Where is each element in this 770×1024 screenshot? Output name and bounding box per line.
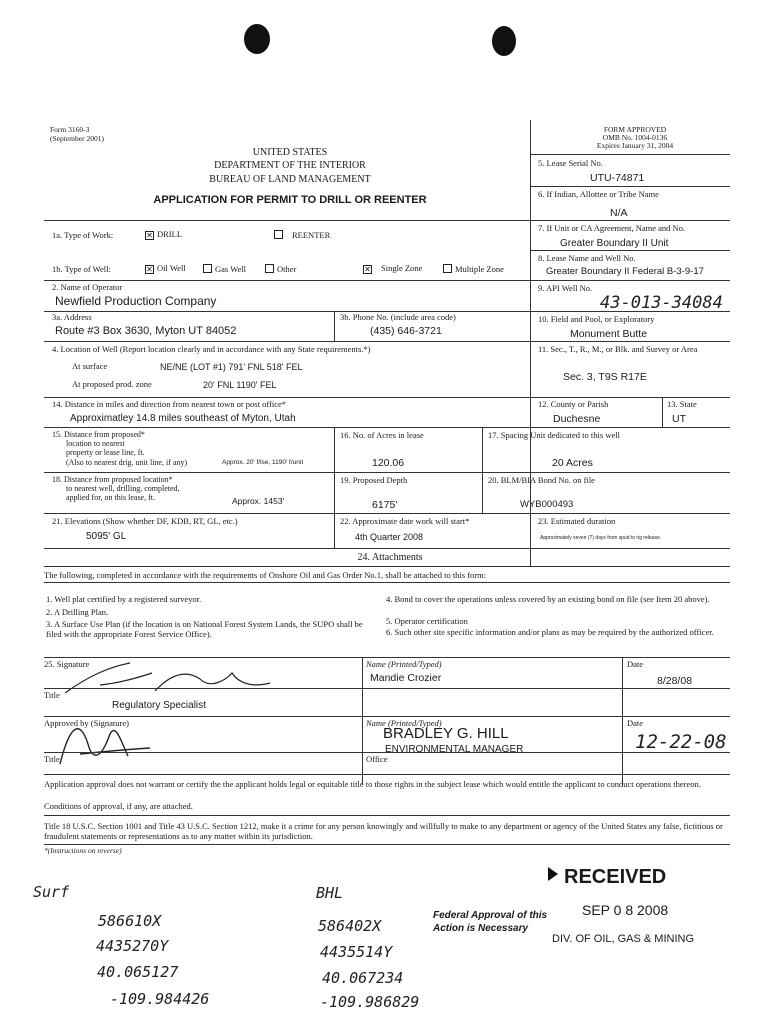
- surface-tag: Surf: [33, 883, 70, 901]
- attachment-item-5: 5. Operator certification: [386, 616, 468, 626]
- spacing-value: 20 Acres: [552, 457, 593, 469]
- phone-value: (435) 646-3721: [370, 325, 442, 337]
- surface-utm-x: 586610X: [98, 912, 162, 930]
- checkbox-checked-icon: ✕: [146, 231, 153, 240]
- bhl-longitude: -109.986829: [320, 993, 420, 1011]
- checkbox-icon: [443, 264, 452, 273]
- api-well-label: 9. API Well No.: [538, 283, 593, 293]
- divider: [44, 513, 730, 514]
- signature-label: 25. Signature: [44, 659, 90, 669]
- divider: [44, 397, 730, 398]
- received-division: DIV. OF OIL, GAS & MINING: [552, 933, 695, 945]
- other-option[interactable]: Other: [265, 264, 296, 275]
- agency-line-2: DEPARTMENT OF THE INTERIOR: [214, 160, 366, 171]
- office-value: ENVIRONMENTAL MANAGER: [385, 744, 524, 755]
- divider: [44, 844, 730, 845]
- depth-label: 19. Proposed Depth: [340, 475, 408, 485]
- divider: [530, 186, 730, 187]
- operator-label: 2. Name of Operator: [52, 282, 123, 292]
- checkbox-icon: [203, 264, 212, 273]
- date-label: Date: [627, 659, 644, 669]
- distance-town-value: Approximatley 14.8 miles southeast of Myton, Utah: [70, 413, 296, 424]
- disclaimer-text: Application approval does not warrant or certify the the applicant holds legal or equitable title to those rights in the subject lease which would entitle the applicant to conduct operations thereon.: [44, 779, 701, 789]
- date2-label: Date: [627, 718, 644, 728]
- name2-label: Name (Printed/Typed): [366, 718, 442, 728]
- field-pool-value: Monument Butte: [570, 328, 648, 340]
- surface-latitude: 40.065127: [97, 963, 179, 981]
- reenter-option[interactable]: REENTER: [274, 230, 330, 241]
- indian-tribe-label: 6. If Indian, Allottee or Tribe Name: [538, 189, 659, 199]
- distance-well-label-2: to nearest well, drilling, completed,: [66, 484, 180, 493]
- divider: [44, 341, 730, 342]
- distance-well-value: Approx. 1453': [232, 496, 285, 506]
- received-stamp: RECEIVED: [548, 866, 748, 889]
- divider: [44, 774, 730, 775]
- lease-serial-label: 5. Lease Serial No.: [538, 158, 603, 168]
- surface-value: NE/NE (LOT #1) 791' FNL 518' FEL: [160, 362, 303, 372]
- attachment-item-3: 3. A Surface Use Plan (if the location is on National Forest System Lands, the SUPO shall be filed with the appropriate Forest Service Office).: [46, 619, 363, 639]
- approver-signature: [50, 714, 160, 774]
- attachment-item-1: 1. Well plat certified by a registered surveyor.: [46, 594, 202, 604]
- flag-icon: [548, 867, 558, 881]
- checkbox-checked-icon: ✕: [146, 265, 153, 274]
- address-value: Route #3 Box 3630, Myton UT 84052: [55, 325, 237, 337]
- divider: [44, 427, 730, 428]
- spacing-label: 17. Spacing Unit dedicated to this well: [488, 430, 620, 440]
- surface-label: At surface: [72, 361, 108, 371]
- bond-label: 20. BLM/BIA Bond No. on file: [488, 475, 595, 485]
- bhl-tag: BHL: [316, 884, 344, 902]
- punch-hole-left: [244, 24, 270, 54]
- multiple-zone-option[interactable]: Multiple Zone: [443, 264, 504, 275]
- divider: [622, 657, 623, 785]
- divider: [334, 311, 335, 341]
- address-label: 3a. Address: [52, 312, 92, 322]
- api-well-value: 43-013-34084: [600, 293, 723, 313]
- form-expires: Expires January 31, 2004: [596, 141, 674, 150]
- gas-well-option[interactable]: Gas Well: [203, 264, 246, 275]
- acres-label: 16. No. of Acres in lease: [340, 430, 424, 440]
- county-value: Duchesne: [553, 413, 601, 425]
- state-value: UT: [672, 413, 686, 425]
- divider: [44, 815, 730, 816]
- title-value: Regulatory Specialist: [112, 700, 206, 711]
- omb-number: OMB No. 1004-0136: [602, 133, 668, 142]
- drill-option[interactable]: ✕ DRILL: [146, 229, 183, 240]
- attachment-item-6: 6. Such other site specific information and/or plans as may be required by the authorized officer.: [386, 627, 714, 637]
- prod-zone-label: At proposed prod. zone: [72, 379, 152, 389]
- divider: [530, 154, 730, 155]
- divider: [44, 582, 730, 583]
- form-title: APPLICATION FOR PERMIT TO DRILL OR REENTER: [153, 194, 427, 206]
- state-label: 13. State: [667, 399, 697, 409]
- duration-label: 23. Estimated duration: [538, 516, 616, 526]
- divider: [44, 220, 730, 221]
- checkbox-icon: [265, 264, 274, 273]
- divider: [662, 397, 663, 427]
- divider: [334, 427, 335, 548]
- surface-utm-y: 4435270Y: [96, 937, 169, 955]
- divider: [44, 472, 730, 473]
- agency-line-1: UNITED STATES: [252, 147, 328, 158]
- date2-value: 12-22-08: [635, 731, 727, 753]
- punch-hole-right: [492, 26, 516, 56]
- form-date: (September 2001): [50, 134, 104, 143]
- divider: [530, 513, 531, 548]
- distance-lease-label-3: property or lease line, ft.: [66, 448, 145, 457]
- start-date-value: 4th Quarter 2008: [355, 532, 424, 542]
- divider: [44, 566, 730, 567]
- bhl-latitude: 40.067234: [322, 969, 404, 987]
- type-of-well-label: 1b. Type of Well:: [52, 264, 111, 274]
- phone-label: 3b. Phone No. (include area code): [340, 312, 456, 322]
- elevations-value: 5095' GL: [86, 531, 127, 542]
- field-pool-label: 10. Field and Pool, or Exploratory: [538, 314, 655, 324]
- bhl-utm-y: 4435514Y: [320, 943, 393, 961]
- federal-approval-stamp-1: Federal Approval of this: [433, 910, 548, 921]
- form-number: Form 3160-3: [50, 125, 90, 134]
- divider: [44, 280, 730, 281]
- approved-by-label: Approved by (Signature): [44, 718, 129, 728]
- location-label: 4. Location of Well (Report location clearly and in accordance with any State requirements.*): [52, 344, 371, 354]
- prod-zone-value: 20' FNL 1190' FEL: [203, 380, 277, 390]
- start-date-label: 22. Approximate date work will start*: [340, 516, 470, 526]
- divider: [44, 688, 730, 689]
- oil-well-option[interactable]: ✕ Oil Well: [146, 263, 186, 274]
- form-approved: FORM APPROVED: [603, 125, 667, 134]
- lease-name-label: 8. Lease Name and Well No.: [538, 253, 636, 263]
- lease-serial-value: UTU-74871: [590, 172, 645, 184]
- surface-longitude: -109.984426: [110, 990, 210, 1008]
- distance-well-label-3: applied for, on this lease, ft.: [66, 493, 155, 502]
- attachment-item-4: 4. Bond to cover the operations unless covered by an existing bond on file (see Item 20 above).: [386, 594, 710, 604]
- checkbox-checked-icon: ✕: [364, 265, 371, 274]
- unit-agreement-label: 7. If Unit or CA Agreement, Name and No.: [538, 223, 686, 233]
- indian-tribe-value: N/A: [610, 207, 628, 219]
- divider: [44, 548, 730, 549]
- attachment-item-2: 2. A Drilling Plan.: [46, 607, 109, 617]
- office-label: Office: [366, 754, 388, 764]
- elevations-label: 21. Elevations (Show whether DF, KDB, RT, GL, etc.): [52, 516, 238, 526]
- distance-town-label: 14. Distance in miles and direction from nearest town or post office*: [52, 399, 287, 409]
- date-value: 8/28/08: [657, 675, 693, 687]
- agency-line-3: BUREAU OF LAND MANAGEMENT: [209, 174, 371, 185]
- attachments-intro: The following, completed in accordance with the requirements of Onshore Oil and Gas Order No.1, shall be attached to this form:: [44, 570, 487, 580]
- divider: [530, 250, 730, 251]
- distance-well-label-1: 18. Distance from proposed location*: [52, 475, 173, 484]
- usc-text: Title 18 U.S.C. Section 1001 and Title 43 U.S.C. Section 1212, make it a crime for any person knowingly and willfully to make to any department or agency of the United States any false, fictitious or fraudulent statements or representations as to any matter within its jurisdiction.: [44, 821, 723, 841]
- section-label: 11. Sec., T., R., M., or Blk. and Survey or Area: [538, 344, 698, 354]
- federal-approval-stamp-2: Action is Necessary: [433, 923, 529, 934]
- instructions-text: *(Instructions on reverse): [44, 846, 122, 855]
- county-label: 12. County or Parish: [538, 399, 609, 409]
- applicant-signature: [60, 655, 290, 705]
- distance-lease-label-2: location to nearest: [66, 439, 125, 448]
- bond-value: WYB000493: [520, 499, 574, 510]
- divider: [482, 427, 483, 513]
- depth-value: 6175': [372, 499, 398, 511]
- distance-lease-value: Approx. 20' f/lse, 1190' f/unit: [222, 459, 304, 466]
- bhl-utm-x: 586402X: [318, 917, 382, 935]
- title2-label: Title: [44, 754, 60, 764]
- divider: [362, 657, 363, 785]
- single-zone-option[interactable]: ✕ Single Zone: [364, 263, 423, 274]
- section-value: Sec. 3, T9S R17E: [563, 371, 647, 383]
- name2-value: BRADLEY G. HILL: [383, 725, 509, 742]
- acres-value: 120.06: [372, 457, 405, 469]
- title-label: Title: [44, 690, 60, 700]
- lease-name-value: Greater Boundary II Federal B-3-9-17: [546, 266, 704, 277]
- unit-agreement-value: Greater Boundary II Unit: [560, 238, 669, 249]
- type-of-work-label: 1a. Type of Work:: [52, 230, 114, 240]
- attachments-heading: 24. Attachments: [357, 552, 423, 563]
- name-value: Mandie Crozier: [370, 672, 442, 684]
- distance-lease-label-4: (Also to nearest drig. unit line, if any): [66, 458, 188, 467]
- distance-lease-label-1: 15. Distance from proposed*: [52, 430, 145, 439]
- checkbox-icon: [274, 230, 283, 239]
- duration-value: Approximately seven (7) days from spud to rig release.: [540, 535, 662, 541]
- received-date: SEP 0 8 2008: [582, 902, 669, 918]
- conditions-text: Conditions of approval, if any, are attached.: [44, 801, 193, 811]
- name-label: Name (Printed/Typed): [366, 659, 442, 669]
- operator-value: Newfield Production Company: [55, 294, 217, 308]
